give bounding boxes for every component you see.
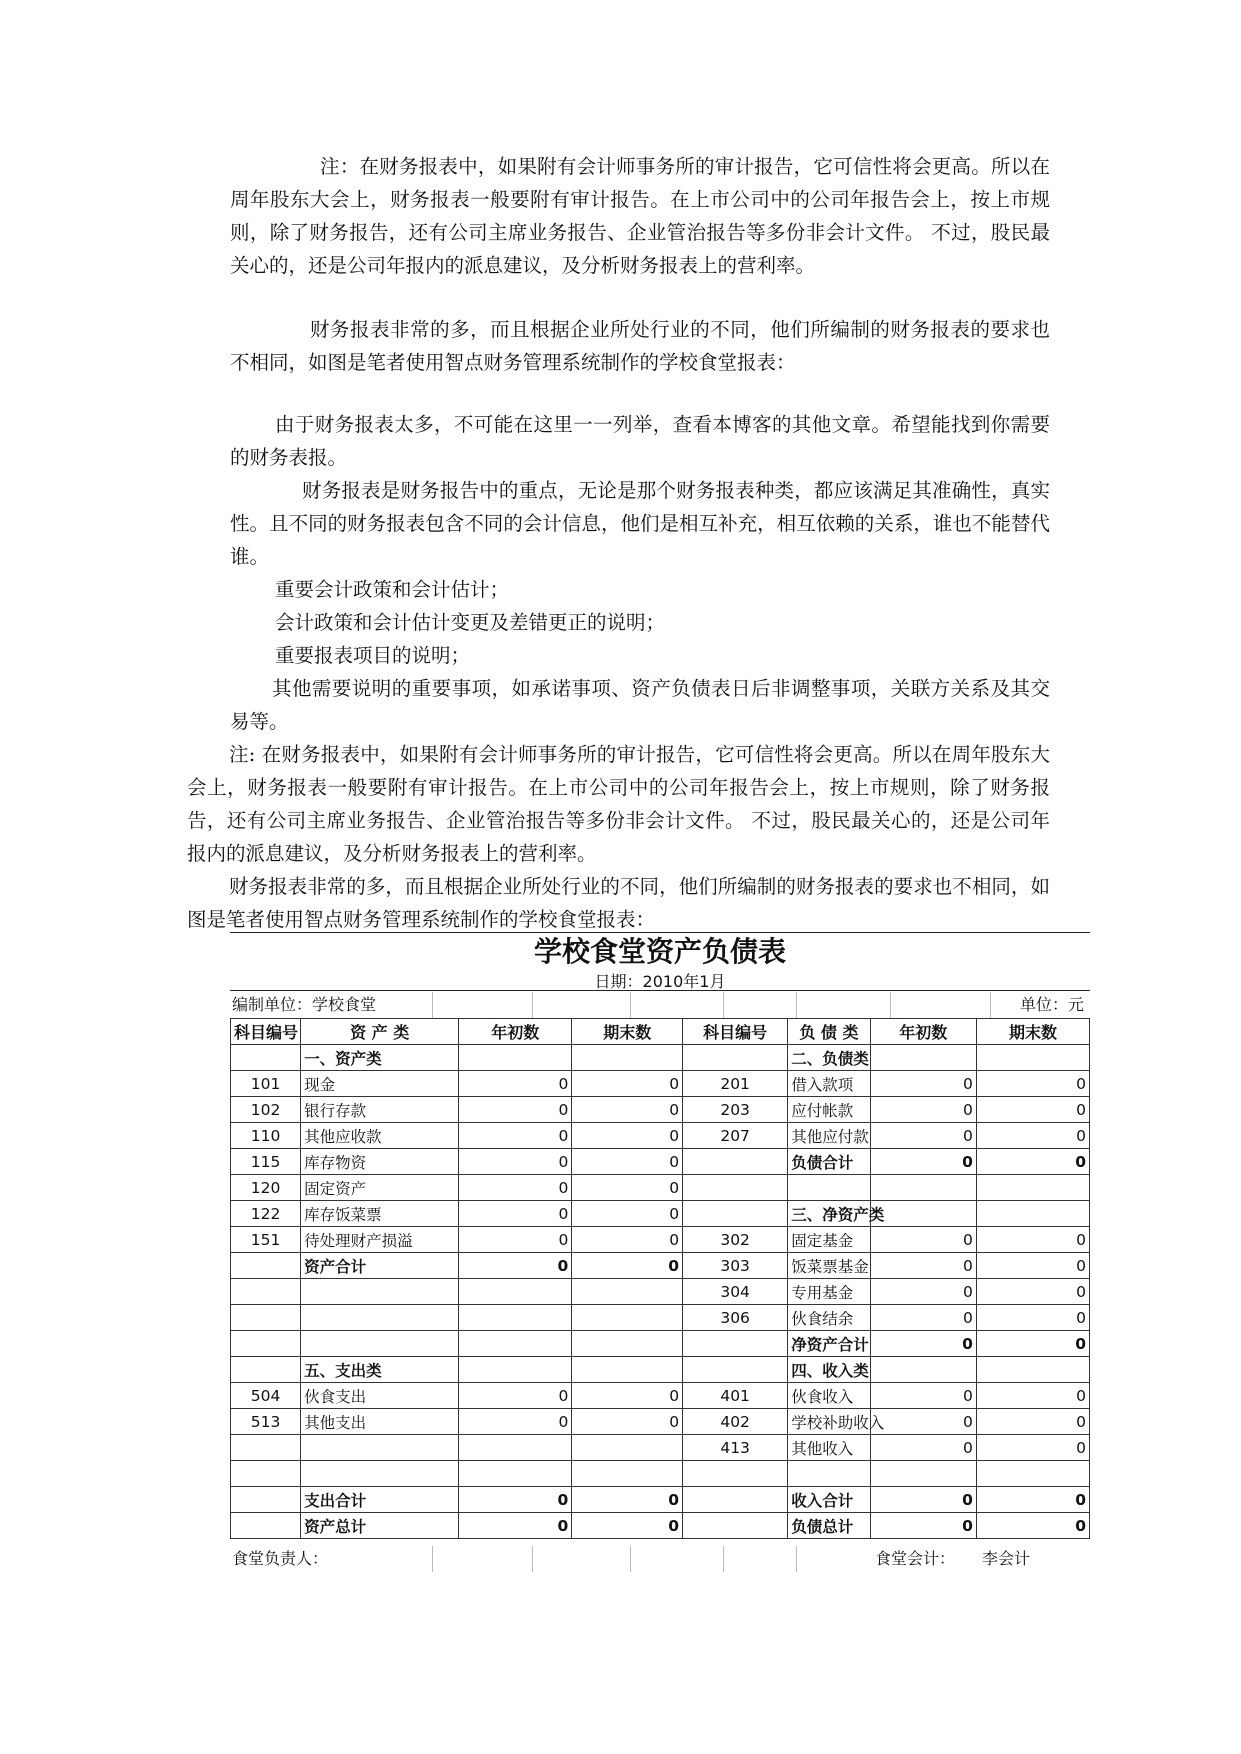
- cell-liability-end: [976, 1461, 1089, 1487]
- table-row: [231, 1409, 1090, 1435]
- cell-liability-end: 0: [976, 1331, 1089, 1357]
- cell-liability-name: 净资产合计: [788, 1331, 871, 1357]
- cell-code-left: [231, 1253, 301, 1279]
- cell-asset-begin: [459, 1045, 572, 1071]
- table-row: [231, 1487, 1090, 1513]
- cell-code-right: [683, 1513, 788, 1539]
- cell-asset-name: [301, 1331, 459, 1357]
- meta-gridline: [796, 992, 797, 1018]
- cell-asset-name: [301, 1305, 459, 1331]
- cell-asset-name: 资产总计: [301, 1513, 459, 1539]
- cell-liability-begin: 0: [870, 1409, 976, 1435]
- cell-asset-end: [572, 1305, 683, 1331]
- cell-asset-name: 资产合计: [301, 1253, 459, 1279]
- cell-liability-name: 其他应付款: [788, 1123, 871, 1149]
- cell-liability-begin: 0: [870, 1071, 976, 1097]
- cell-liability-end: 0: [976, 1435, 1089, 1461]
- table-row: [231, 1071, 1090, 1097]
- cell-code-right: 401: [683, 1383, 788, 1409]
- table-row: [231, 1357, 1090, 1383]
- footer-accountant-label: 食堂会计：: [875, 1549, 956, 1568]
- cell-liability-end: 0: [976, 1279, 1089, 1305]
- table-row: [231, 1097, 1090, 1123]
- cell-asset-end: [572, 1461, 683, 1487]
- footer-gridline: [532, 1546, 533, 1572]
- cell-liability-begin: [870, 1175, 976, 1201]
- cell-liability-name: 收入合计: [788, 1487, 871, 1513]
- cell-code-right: [683, 1045, 788, 1071]
- cell-asset-name: 现金: [301, 1071, 459, 1097]
- cell-code-right: 303: [683, 1253, 788, 1279]
- cell-code-left: 102: [231, 1097, 301, 1123]
- table-row: [231, 1253, 1090, 1279]
- cell-asset-name: [301, 1461, 459, 1487]
- cell-code-right: 201: [683, 1071, 788, 1097]
- cell-code-left: 101: [231, 1071, 301, 1097]
- cell-liability-begin: 0: [870, 1123, 976, 1149]
- cell-asset-begin: 0: [459, 1253, 572, 1279]
- cell-liability-name: 三、净资产类: [788, 1201, 871, 1227]
- cell-code-right: 413: [683, 1435, 788, 1461]
- cell-code-left: [231, 1513, 301, 1539]
- list-item-policy: 重要会计政策和会计估计；: [275, 578, 510, 601]
- cell-asset-end: 0: [572, 1149, 683, 1175]
- cell-liability-begin: 0: [870, 1513, 976, 1539]
- cell-liability-end: 0: [976, 1071, 1089, 1097]
- table-row: [231, 1435, 1090, 1461]
- cell-asset-begin: 0: [459, 1513, 572, 1539]
- balance-sheet: [230, 932, 1090, 1572]
- list-item-items: 重要报表项目的说明；: [275, 644, 471, 667]
- cell-code-left: [231, 1435, 301, 1461]
- paragraph-note-1: 注：在财务报表中，如果附有会计师事务所的审计报告，它可信性将会更高。所以在周年股东大会上，财务报表一般要附有审计报告。在上市公司中的公司年报告会上，按上市规则，除了财务报告，还有公司主席业务报告、企业管治报告等多份非会计文件。 不过，股民最关心的，还是公司年报内的派息建议，及分析财务报表上的营利率。: [230, 155, 1050, 277]
- cell-liability-end: [976, 1175, 1089, 1201]
- cell-code-right: [683, 1461, 788, 1487]
- cell-asset-name: 待处理财产损溢: [301, 1227, 459, 1253]
- header-period-end: 期末数: [572, 1019, 683, 1045]
- cell-code-right: 306: [683, 1305, 788, 1331]
- table-row: [231, 1123, 1090, 1149]
- cell-asset-begin: 0: [459, 1487, 572, 1513]
- cell-asset-begin: 0: [459, 1071, 572, 1097]
- cell-asset-name: 五、支出类: [301, 1357, 459, 1383]
- cell-liability-name: 伙食结余: [788, 1305, 871, 1331]
- balance-table: [230, 1018, 1090, 1539]
- table-row: [231, 1383, 1090, 1409]
- cell-code-left: 122: [231, 1201, 301, 1227]
- cell-asset-name: 银行存款: [301, 1097, 459, 1123]
- cell-asset-begin: 0: [459, 1409, 572, 1435]
- cell-code-left: [231, 1487, 301, 1513]
- cell-liability-end: 0: [976, 1227, 1089, 1253]
- cell-code-left: 115: [231, 1149, 301, 1175]
- cell-liability-end: 0: [976, 1383, 1089, 1409]
- cell-code-left: 120: [231, 1175, 301, 1201]
- cell-asset-end: [572, 1331, 683, 1357]
- cell-code-right: 402: [683, 1409, 788, 1435]
- cell-liability-end: 0: [976, 1409, 1089, 1435]
- cell-liability-begin: 0: [870, 1097, 976, 1123]
- cell-asset-name: 支出合计: [301, 1487, 459, 1513]
- title-divider: [230, 990, 1090, 991]
- cell-liability-begin: [870, 1461, 976, 1487]
- cell-liability-end: 0: [976, 1097, 1089, 1123]
- cell-asset-name: 固定资产: [301, 1175, 459, 1201]
- cell-asset-begin: 0: [459, 1383, 572, 1409]
- cell-liability-name: 固定基金: [788, 1227, 871, 1253]
- cell-asset-end: [572, 1357, 683, 1383]
- table-row: [231, 1227, 1090, 1253]
- cell-liability-begin: 0: [870, 1279, 976, 1305]
- paragraph-note-2: 注: 在财务报表中，如果附有会计师事务所的审计报告，它可信性将会更高。所以在周年股东大会上，财务报表一般要附有审计报告。在上市公司中的公司年报告会上，按上市规则，除了财务报告，还有公司主席业务报告、企业管治报告等多份非会计文件。 不过，股民最关心的，还是公司年报内的派息建议，及分析财务报表上的营利率。: [187, 743, 1050, 865]
- cell-liability-end: [976, 1357, 1089, 1383]
- cell-liability-end: 0: [976, 1487, 1089, 1513]
- cell-asset-name: [301, 1279, 459, 1305]
- cell-code-left: [231, 1461, 301, 1487]
- cell-asset-begin: [459, 1279, 572, 1305]
- sheet-title: 学校食堂资产负债表: [533, 935, 786, 968]
- cell-asset-begin: 0: [459, 1175, 572, 1201]
- cell-liability-name: 负债合计: [788, 1149, 871, 1175]
- cell-asset-begin: 0: [459, 1227, 572, 1253]
- cell-liability-begin: [870, 1045, 976, 1071]
- header-code: 科目编号: [683, 1019, 788, 1045]
- table-row: [231, 1201, 1090, 1227]
- cell-liability-begin: [870, 1201, 976, 1227]
- header-begin-year: 年初数: [459, 1019, 572, 1045]
- cell-asset-end: 0: [572, 1383, 683, 1409]
- cell-asset-begin: 0: [459, 1097, 572, 1123]
- cell-code-right: [683, 1357, 788, 1383]
- cell-code-left: 110: [231, 1123, 301, 1149]
- cell-liability-begin: 0: [870, 1253, 976, 1279]
- cell-asset-name: 库存饭菜票: [301, 1201, 459, 1227]
- cell-liability-end: 0: [976, 1513, 1089, 1539]
- cell-asset-name: [301, 1435, 459, 1461]
- table-row: [231, 1279, 1090, 1305]
- paragraph-reports-1: 财务报表非常的多，而且根据企业所处行业的不同，他们所编制的财务报表的要求也不相同，如图是笔者使用智点财务管理系统制作的学校食堂报表：: [230, 318, 1050, 374]
- cell-liability-end: 0: [976, 1253, 1089, 1279]
- table-row: [231, 1331, 1090, 1357]
- cell-asset-end: 0: [572, 1175, 683, 1201]
- cell-asset-begin: [459, 1435, 572, 1461]
- table-row: [231, 1305, 1090, 1331]
- cell-code-left: [231, 1279, 301, 1305]
- cell-liability-begin: 0: [870, 1227, 976, 1253]
- cell-code-right: 203: [683, 1097, 788, 1123]
- header-asset-category: 资 产 类: [301, 1019, 459, 1045]
- cell-liability-name: 专用基金: [788, 1279, 871, 1305]
- cell-code-right: [683, 1149, 788, 1175]
- cell-asset-name: 库存物资: [301, 1149, 459, 1175]
- cell-liability-name: 负债总计: [788, 1513, 871, 1539]
- cell-asset-end: 0: [572, 1513, 683, 1539]
- table-header-row: [231, 1019, 1090, 1045]
- table-row: [231, 1513, 1090, 1539]
- cell-asset-end: 0: [572, 1253, 683, 1279]
- meta-gridline: [723, 992, 724, 1018]
- cell-asset-end: 0: [572, 1201, 683, 1227]
- table-row: [231, 1149, 1090, 1175]
- cell-liability-end: [976, 1045, 1089, 1071]
- cell-asset-end: 0: [572, 1123, 683, 1149]
- cell-liability-begin: 0: [870, 1383, 976, 1409]
- cell-code-right: 302: [683, 1227, 788, 1253]
- cell-liability-name: 饭菜票基金: [788, 1253, 871, 1279]
- paragraph-other-matters: 其他需要说明的重要事项，如承诺事项、资产负债表日后非调整事项，关联方关系及其交易等。: [230, 677, 1050, 733]
- cell-code-left: 513: [231, 1409, 301, 1435]
- cell-asset-begin: [459, 1357, 572, 1383]
- table-row: [231, 1045, 1090, 1071]
- cell-asset-begin: 0: [459, 1123, 572, 1149]
- footer-gridline: [432, 1546, 433, 1572]
- cell-asset-begin: 0: [459, 1149, 572, 1175]
- cell-asset-end: [572, 1435, 683, 1461]
- cell-asset-end: 0: [572, 1097, 683, 1123]
- cell-liability-begin: 0: [870, 1149, 976, 1175]
- cell-code-left: 151: [231, 1227, 301, 1253]
- cell-liability-name: 四、收入类: [788, 1357, 871, 1383]
- cell-liability-end: 0: [976, 1305, 1089, 1331]
- paragraph-key-point: 财务报表是财务报告中的重点，无论是那个财务报表种类，都应该满足其准确性，真实性。且不同的财务报表包含不同的会计信息，他们是相互补充，相互依赖的关系，谁也不能替代谁。: [230, 479, 1050, 568]
- meta-gridline: [990, 992, 991, 1018]
- cell-code-left: [231, 1357, 301, 1383]
- cell-code-left: [231, 1331, 301, 1357]
- footer-gridline: [630, 1546, 631, 1572]
- header-period-end: 期末数: [976, 1019, 1089, 1045]
- list-item-changes: 会计政策和会计估计变更及差错更正的说明；: [275, 611, 666, 634]
- cell-liability-name: [788, 1175, 871, 1201]
- cell-liability-name: 二、负债类: [788, 1045, 871, 1071]
- cell-liability-name: 应付帐款: [788, 1097, 871, 1123]
- cell-liability-end: [976, 1201, 1089, 1227]
- table-body: [231, 1045, 1090, 1539]
- footer-accountant-name: 李会计: [982, 1549, 1031, 1568]
- cell-liability-name: [788, 1461, 871, 1487]
- cell-code-right: [683, 1201, 788, 1227]
- paragraph-reports-2: 财务报表非常的多，而且根据企业所处行业的不同，他们所编制的财务报表的要求也不相同，如图是笔者使用智点财务管理系统制作的学校食堂报表：: [187, 875, 1050, 931]
- cell-code-right: 304: [683, 1279, 788, 1305]
- meta-gridline: [532, 992, 533, 1018]
- cell-code-left: [231, 1045, 301, 1071]
- header-liability-category: 负 债 类: [788, 1019, 871, 1045]
- cell-liability-begin: 0: [870, 1305, 976, 1331]
- cell-asset-end: [572, 1045, 683, 1071]
- cell-liability-end: 0: [976, 1123, 1089, 1149]
- cell-code-right: 207: [683, 1123, 788, 1149]
- cell-asset-begin: [459, 1461, 572, 1487]
- table-row: [231, 1175, 1090, 1201]
- cell-asset-end: 0: [572, 1227, 683, 1253]
- meta-gridline: [432, 992, 433, 1018]
- cell-asset-name: 一、资产类: [301, 1045, 459, 1071]
- cell-liability-name: 其他收入: [788, 1435, 871, 1461]
- footer-gridline: [796, 1546, 797, 1572]
- cell-code-left: 504: [231, 1383, 301, 1409]
- cell-liability-name: 学校补助收入: [788, 1409, 871, 1435]
- header-begin-year: 年初数: [870, 1019, 976, 1045]
- cell-asset-name: 其他应收款: [301, 1123, 459, 1149]
- cell-liability-begin: 0: [870, 1487, 976, 1513]
- footer-gridline: [723, 1546, 724, 1572]
- cell-asset-end: 0: [572, 1409, 683, 1435]
- currency-label: 单位：元: [1019, 995, 1084, 1014]
- cell-liability-name: 借入款项: [788, 1071, 871, 1097]
- cell-liability-end: 0: [976, 1149, 1089, 1175]
- cell-code-right: [683, 1487, 788, 1513]
- table-row: [231, 1461, 1090, 1487]
- unit-label: 编制单位：学校食堂: [232, 995, 377, 1014]
- cell-liability-begin: [870, 1357, 976, 1383]
- meta-gridline: [890, 992, 891, 1018]
- cell-asset-end: 0: [572, 1487, 683, 1513]
- cell-asset-begin: [459, 1305, 572, 1331]
- cell-liability-begin: 0: [870, 1331, 976, 1357]
- paragraph-too-many: 由于财务报表太多，不可能在这里一一列举，查看本博客的其他文章。希望能找到你需要的财务表报。: [230, 413, 1050, 469]
- sheet-date: 日期：2010年1月: [594, 972, 726, 991]
- cell-asset-begin: 0: [459, 1201, 572, 1227]
- cell-liability-begin: 0: [870, 1435, 976, 1461]
- meta-gridline: [630, 992, 631, 1018]
- cell-code-right: [683, 1331, 788, 1357]
- cell-asset-name: 伙食支出: [301, 1383, 459, 1409]
- cell-asset-end: 0: [572, 1071, 683, 1097]
- cell-code-left: [231, 1305, 301, 1331]
- cell-code-right: [683, 1175, 788, 1201]
- footer-manager-label: 食堂负责人：: [232, 1549, 329, 1568]
- header-code: 科目编号: [231, 1019, 301, 1045]
- cell-asset-begin: [459, 1331, 572, 1357]
- cell-asset-name: 其他支出: [301, 1409, 459, 1435]
- cell-asset-end: [572, 1279, 683, 1305]
- cell-liability-name: 伙食收入: [788, 1383, 871, 1409]
